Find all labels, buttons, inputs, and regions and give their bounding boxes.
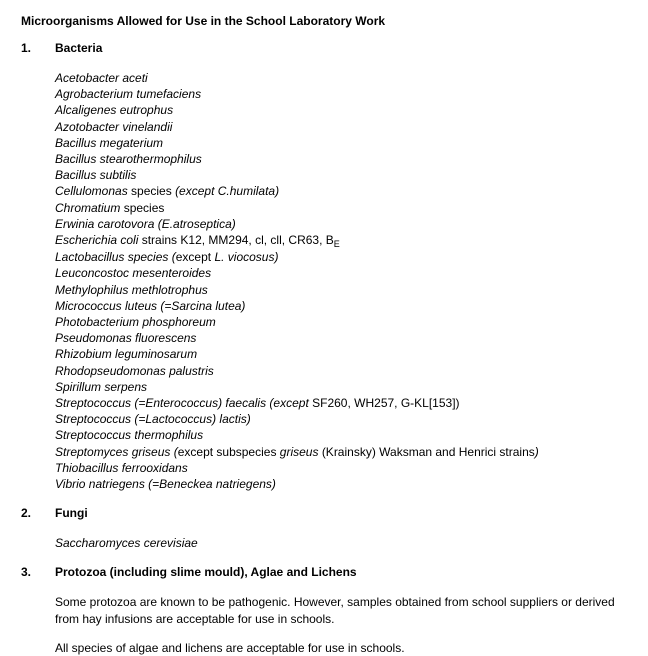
- species-item: [55, 363, 634, 379]
- section-heading: Protozoa (including slime mould), Aglae and Lichens: [55, 565, 357, 580]
- document-title: Microorganisms Allowed for Use in the School Laboratory Work: [21, 14, 386, 28]
- species-segment: ): [534, 444, 539, 459]
- species-item: [55, 265, 634, 281]
- species-item: [55, 535, 634, 551]
- sections-container: [21, 40, 634, 656]
- species-segment: Methylophilus methlotrophus: [55, 282, 208, 297]
- species-segment: Bacillus subtilis: [55, 168, 137, 183]
- species-segment: E: [333, 239, 340, 250]
- species-segment: species: [127, 184, 176, 199]
- section-3: [21, 564, 634, 656]
- species-segment: Thiobacillus ferrooxidans: [55, 460, 188, 475]
- section-number: 1.: [21, 41, 32, 55]
- species-segment: Escherichia coli: [55, 233, 139, 248]
- species-item: [55, 314, 634, 330]
- species-segment: Saccharomyces cerevisiae: [55, 536, 198, 551]
- species-segment: Azotobacter vinelandii: [55, 119, 173, 134]
- species-segment: L. viocosus): [214, 250, 279, 265]
- species-item: [55, 476, 634, 492]
- species-segment: Rhizobium leguminosarum: [55, 347, 198, 362]
- species-segment: Spirillum serpens: [55, 379, 148, 394]
- species-item: [55, 86, 634, 102]
- section-header: [21, 564, 634, 580]
- section-header: [21, 505, 634, 521]
- species-item: [55, 216, 634, 232]
- species-item: [55, 379, 634, 395]
- species-segment: Bacillus stearothermophilus: [55, 152, 202, 167]
- paragraph: All species of algae and lichens are acceptable for use in schools.: [55, 640, 405, 655]
- species-segment: Streptococcus thermophilus: [55, 428, 204, 443]
- species-segment: Rhodopseudomonas palustris: [55, 363, 214, 378]
- species-segment: Cellulomonas: [55, 184, 128, 199]
- species-item: [55, 200, 634, 216]
- section-body: [55, 535, 634, 551]
- species-segment: except: [175, 250, 215, 265]
- section-body: [55, 594, 634, 656]
- species-item: [55, 167, 634, 183]
- section-number: 3.: [21, 565, 32, 580]
- section-number: 2.: [21, 506, 32, 521]
- species-item: [55, 427, 634, 443]
- species-segment: SF260, WH257, G-KL[153]): [312, 396, 460, 411]
- section-2: [21, 505, 634, 551]
- species-segment: Vibrio natriegens (=Beneckea natriegens): [55, 477, 276, 492]
- species-item: [55, 70, 634, 86]
- species-segment: Erwinia carotovora (E.atroseptica): [55, 216, 236, 231]
- species-segment: griseus: [279, 444, 322, 459]
- species-item: [55, 460, 634, 476]
- species-segment: (Krainsky) Waksman and Henrici strains: [321, 444, 535, 459]
- species-item: [55, 249, 634, 265]
- species-segment: Chromatium: [55, 200, 121, 215]
- species-segment: Acetobacter aceti: [55, 71, 148, 85]
- species-item: [55, 444, 634, 460]
- species-segment: Micrococcus luteus (=Sarcina lutea): [55, 298, 246, 313]
- species-item: [55, 298, 634, 314]
- species-item: [55, 135, 634, 151]
- species-segment: Streptococcus (=Enterococcus) faecalis (except: [55, 396, 313, 411]
- species-item: [55, 282, 634, 298]
- species-list: [55, 535, 634, 551]
- species-item: [55, 346, 634, 362]
- species-item: [55, 119, 634, 135]
- species-segment: Streptococcus (=Lactococcus) lactis): [55, 412, 251, 427]
- species-segment: strains K12, MM294, cl, cll, CR63, B: [138, 233, 334, 248]
- species-segment: except subspecies: [177, 444, 280, 459]
- section-heading: Bacteria: [55, 41, 103, 55]
- species-segment: Leuconcostoc mesenteroides: [55, 266, 212, 281]
- species-segment: (except C.humilata): [175, 184, 280, 199]
- section-1: [21, 40, 634, 492]
- species-item: [55, 232, 634, 249]
- species-item: [55, 102, 634, 118]
- section-heading: Fungi: [55, 506, 88, 521]
- section-header: [21, 40, 634, 56]
- species-item: [55, 411, 634, 427]
- species-segment: Alcaligenes eutrophus: [55, 103, 174, 118]
- species-list: [55, 70, 634, 492]
- species-item: [55, 395, 634, 411]
- species-segment: Lactobacillus species (: [55, 250, 176, 265]
- species-segment: Bacillus megaterium: [55, 135, 164, 150]
- species-segment: species: [120, 200, 165, 215]
- species-item: [55, 183, 634, 199]
- section-body: [55, 70, 634, 492]
- species-segment: Photobacterium phosphoreum: [55, 315, 216, 330]
- species-segment: Pseudomonas fluorescens: [55, 331, 197, 346]
- species-item: [55, 330, 634, 346]
- species-segment: Streptomyces griseus (: [55, 444, 178, 459]
- species-item: [55, 151, 634, 167]
- paragraph: Some protozoa are known to be pathogenic. However, samples obtained from school suppliers or derived from hay infusions are acceptable for use in schools.: [55, 595, 615, 626]
- species-segment: Agrobacterium tumefaciens: [55, 87, 202, 102]
